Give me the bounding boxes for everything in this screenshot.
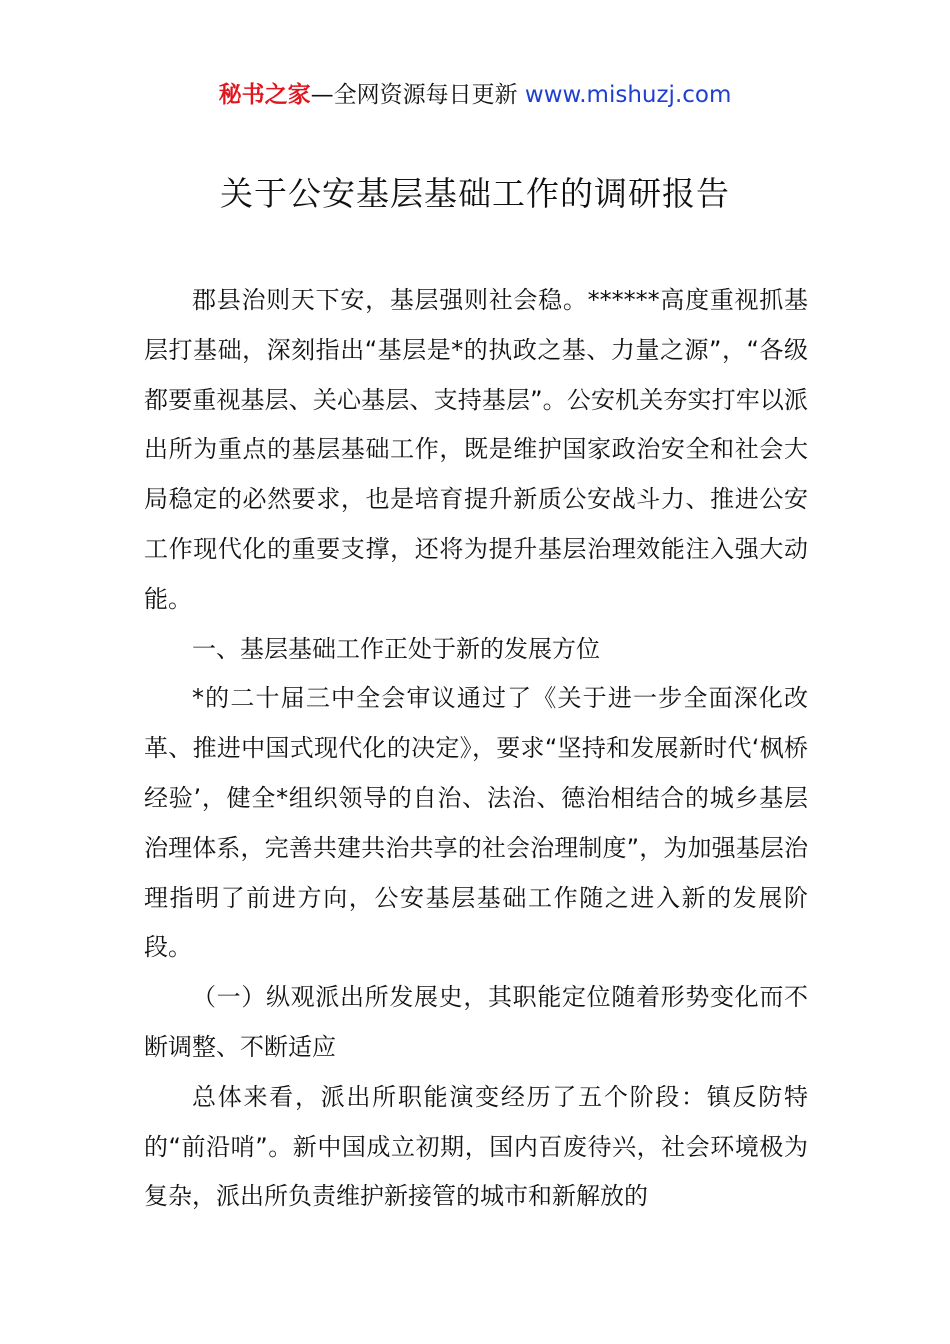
paragraph-intro: 郡县治则天下安，基层强则社会稳。******高度重视抓基层打基础，深刻指出“基层是*的执政之基、力量之源”，“各级都要重视基层、关心基层、支持基层”。公安机关夯实打牢以派出所为重点的基层基础工作，既是维护国家政治安全和社会大局稳定的必然要求，也是培育提升新质公安战斗力、推进公安工作现代化的重要支撑，还将为提升基层治理效能注入强大动能。 — [144, 286, 808, 613]
subsection-heading-1: （一）纵观派出所发展史，其职能定位随着形势变化而不断调整、不断适应 — [144, 983, 808, 1061]
section-heading-1: 一、基层基础工作正处于新的发展方位 — [192, 634, 600, 663]
document-title: 关于公安基层基础工作的调研报告 — [220, 174, 730, 213]
brand-name: 秘书之家 — [218, 82, 311, 108]
site-url-link[interactable]: www.mishuzj.com — [524, 82, 732, 108]
header-tagline: 全网资源每日更新 — [333, 82, 518, 108]
document-body — [144, 276, 808, 1222]
header-separator: — — [310, 82, 334, 108]
site-header — [0, 80, 950, 110]
paragraph-subsection-1: 总体来看，派出所职能演变经历了五个阶段：镇反防特的“前沿哨”。新中国成立初期，国内百废待兴，社会环境极为复杂，派出所负责维护新接管的城市和新解放的 — [144, 1082, 808, 1211]
paragraph-section-1: *的二十届三中全会审议通过了《关于进一步全面深化改革、推进中国式现代化的决定》，要求“坚持和发展新时代‘枫桥经验’，健全*组织领导的自治、法治、德治相结合的城乡基层治理体系，完善共建共治共享的社会治理制度”，为加强基层治理指明了前进方向，公安基层基础工作随之进入新的发展阶段。 — [144, 684, 808, 962]
